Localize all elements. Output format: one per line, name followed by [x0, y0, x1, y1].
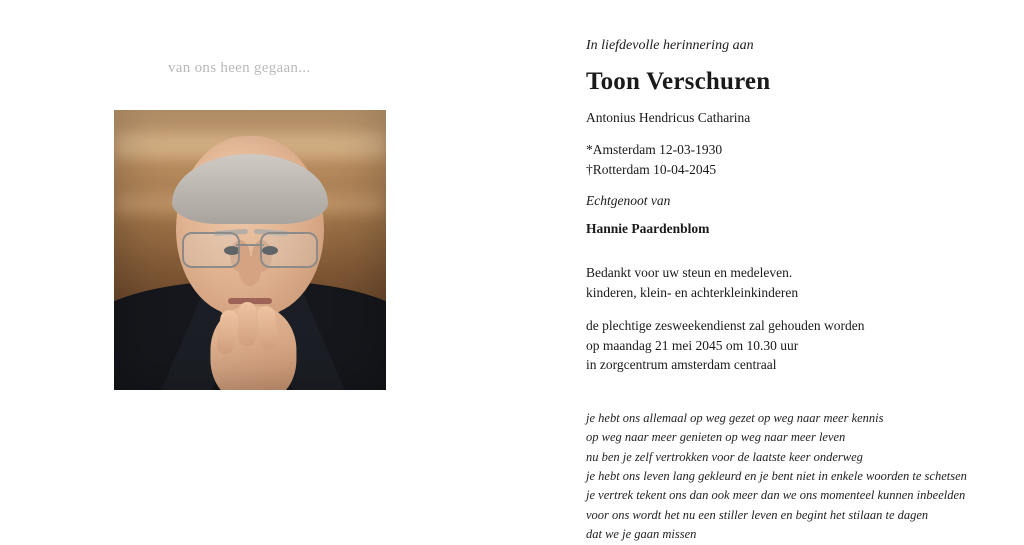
birth-date: *Amsterdam 12-03-1930 — [586, 142, 723, 157]
death-date: †Rotterdam 10-04-2045 — [586, 161, 717, 177]
poem-block — [586, 409, 986, 545]
in-memory-line: In liefdevolle herinnering aan — [586, 38, 754, 53]
left-page — [0, 0, 512, 514]
deceased-name: Toon Verschuren — [586, 68, 771, 95]
memorial-text-block — [586, 0, 986, 545]
poem-line: je hebt ons allemaal op weg gezet op weg naar meer kennis — [586, 410, 884, 425]
service-line: op maandag 21 mei 2045 om 10.30 uur — [586, 337, 799, 353]
right-page — [512, 0, 1024, 542]
poem-line: dat we je gaan missen — [586, 527, 697, 542]
portrait-vignette — [114, 110, 386, 390]
thanks-line: kinderen, klein- en achterkleinkinderen — [586, 284, 799, 300]
service-line: in zorgcentrum amsterdam centraal — [586, 357, 777, 373]
service-line: de plechtige zesweekendienst zal gehouden worden — [586, 318, 865, 334]
left-page-caption: van ons heen gegaan... — [168, 60, 311, 76]
portrait-photo — [114, 110, 386, 390]
thanks-block — [586, 263, 986, 302]
thanks-line: Bedankt voor uw steun en medeleven. — [586, 265, 793, 281]
spouse-name: Hannie Paardenblom — [586, 221, 710, 237]
poem-line: voor ons wordt het nu een stiller leven en begint het stilaan te dagen — [586, 507, 929, 522]
poem-line: op weg naar meer genieten op weg naar meer leven — [586, 430, 846, 445]
life-dates — [586, 140, 986, 179]
poem-line: je vertrek tekent ons dan ook meer dan we ons momenteel kunnen inbeelden — [586, 488, 966, 503]
service-block — [586, 316, 986, 375]
poem-line: nu ben je zelf vertrokken voor de laatste keer onderweg — [586, 449, 863, 464]
deceased-full-name: Antonius Hendricus Catharina — [586, 110, 751, 125]
spouse-label: Echtgenoot van — [586, 193, 671, 209]
poem-line: je hebt ons leven lang gekleurd en je bent niet in enkele woorden te schetsen — [586, 469, 967, 484]
